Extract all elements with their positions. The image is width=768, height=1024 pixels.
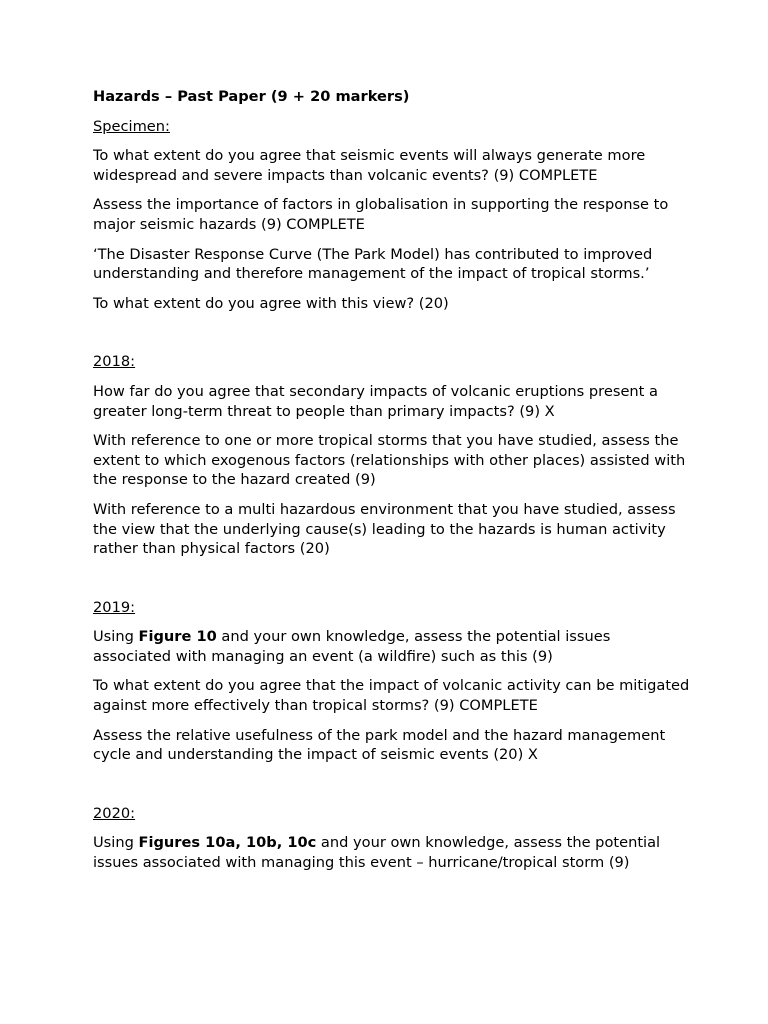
section-spacer — [93, 569, 693, 598]
question-specimen-2: Assess the importance of factors in globalisation in supporting the response to major seismic hazards (9) COMPLETE — [93, 196, 669, 233]
question-2020-1-post: and your own knowledge, assess the potential issues associated with managing this event – hurricane/tropical storm (9) — [93, 834, 661, 872]
question-2018-2: With reference to one or more tropical storms that you have studied, assess the extent to which exogenous factors (relationships with other places) assisted with the response to the hazard created (9) — [93, 432, 686, 489]
question-2020-1-pre: Using — [93, 834, 139, 852]
question-specimen-3-quote: ‘The Disaster Response Curve (The Park Model) has contributed to improved understanding and therefore management of the impact of tropical storms.’ — [93, 245, 653, 283]
figure-reference: Figures 10a, 10b, 10c — [138, 834, 317, 852]
section-heading-2020: 2020: — [93, 804, 136, 822]
section-heading-specimen: Specimen: — [93, 117, 170, 135]
question-2018-3: With reference to a multi hazardous environment that you have studied, assess the view that the underlying cause(s) leading to the hazards is human activity rather than physical factors (20) — [93, 500, 676, 558]
question-specimen-1: To what extent do you agree that seismic events will always generate more widespread and severe impacts than volcanic events? (9) COMPLETE — [93, 147, 646, 184]
figure-reference: Figure 10 — [138, 628, 217, 646]
section-spacer — [93, 775, 693, 804]
question-2019-1-post: and your own knowledge, assess the potential issues associated with managing an event (a wildfire) such as this (9) — [93, 628, 611, 665]
question-2020-1 — [93, 833, 693, 872]
section-heading-2018: 2018: — [93, 353, 136, 371]
question-2019-1-pre: Using — [93, 628, 139, 646]
question-2018-1: How far do you agree that secondary impacts of volcanic eruptions present a greater long-term threat to people than primary impacts? (9) X — [93, 382, 658, 420]
section-spacer — [93, 323, 693, 352]
question-2019-2: To what extent do you agree that the impact of volcanic activity can be mitigated against more effectively than tropical storms? (9) COMPLETE — [93, 677, 690, 715]
document-page — [93, 87, 693, 883]
section-heading-2019: 2019: — [93, 598, 136, 616]
question-2019-3: Assess the relative usefulness of the park model and the hazard management cycle and understanding the impact of seismic events (20) X — [93, 726, 666, 764]
question-specimen-3-prompt: To what extent do you agree with this view? (20) — [93, 294, 449, 312]
question-2019-1 — [93, 627, 693, 666]
document-title: Hazards – Past Paper (9 + 20 markers) — [93, 88, 410, 105]
